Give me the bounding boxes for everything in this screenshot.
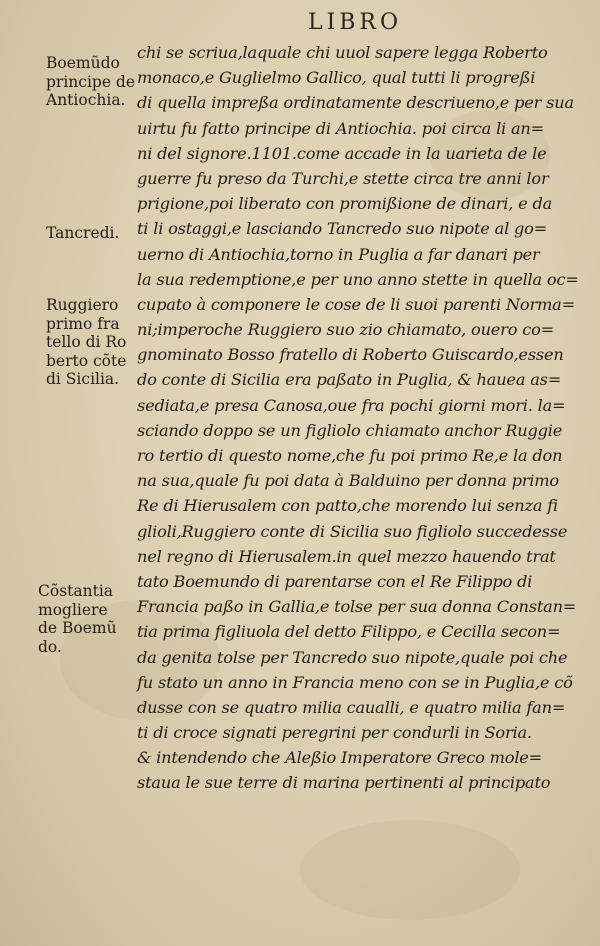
text-line: ti di croce signati peregrini per condurli in Soria. (137, 723, 532, 743)
margin-note-line: Ruggiero (46, 296, 119, 314)
text-line: na sua,quale fu poi data à Balduino per donna primo (137, 471, 559, 491)
margin-note-ruggiero (46, 296, 126, 389)
margin-note-line: Cõstantia (38, 582, 114, 600)
text-line: ti li ostaggi,e lasciando Tancredo suo nipote al go= (137, 219, 548, 239)
text-line: staua le sue terre di marina pertinenti al principato (137, 773, 551, 793)
text-line: cupato à componere le cose de li suoi parenti Norma= (137, 294, 575, 314)
margin-note-tancredi (46, 224, 119, 243)
margin-note-costantia (38, 582, 117, 656)
text-line: uirtu fu fatto principe di Antiochia. poi circa li an= (137, 118, 545, 138)
text-line: uerno di Antiochia,torno in Puglia a far danari per (137, 244, 540, 264)
margin-note-line: de Boemũ (38, 619, 117, 637)
margin-note-line: Tancredi. (46, 224, 120, 242)
text-line: ni;imperoche Ruggiero suo zio chiamato, ouero co= (137, 320, 554, 340)
margin-note-line: principe de (46, 72, 136, 91)
margin-note-line: tello di Ro (46, 333, 127, 351)
margin-note-line: mogliere (38, 600, 108, 619)
text-line: tato Boemundo di parentarse con el Re Filippo di (137, 571, 533, 591)
margin-note-line: berto cõte (46, 351, 127, 370)
text-line: prigione,poi liberato con promißione de dinari, e da (137, 194, 553, 214)
text-line: chi se scriua,laquale chi uuol sapere legga Roberto (137, 43, 548, 62)
text-line: ro tertio di questo nome,che fu poi primo Re,e la don (137, 446, 563, 465)
paper-stain (300, 820, 520, 920)
text-line: fu stato un anno in Francia meno con se in Puglia,e cõ (137, 672, 573, 692)
margin-note-line: Boemũdo (46, 54, 120, 72)
text-line: Francia paßo in Gallia,e tolse per sua donna Constan= (137, 597, 577, 617)
margin-note-line: primo fra (46, 314, 120, 333)
text-line: do conte di Sicilia era paßato in Puglia, & hauea as= (137, 370, 562, 390)
margin-note-line: di Sicilia. (46, 370, 120, 388)
text-line: Re di Hierusalem con patto,che morendo lui senza fi (137, 496, 558, 516)
text-line: guerre fu preso da Turchi,e stette circa tre anni lor (137, 168, 549, 188)
margin-note-line: Antiochia. (46, 91, 126, 109)
text-line: glioli,Ruggiero conte di Sicilia suo figliolo succedesse (137, 521, 568, 541)
body-text (137, 40, 577, 796)
text-line: ni del signore.1101.come accade in la uarieta de le (137, 143, 547, 163)
text-line: tia prima figliuola del detto Filippo, e Cecilla secon= (137, 622, 561, 642)
running-title: LIBRO (307, 10, 403, 35)
text-line: dusse con se quatro milia caualli, e quatro milia fan= (137, 697, 566, 717)
text-line: la sua redemptione,e per uno anno stette in quella oc= (137, 269, 579, 289)
text-line: sediata,e presa Canosa,oue fra pochi giorni mori. la= (137, 395, 566, 415)
text-line: da genita tolse per Tancredo suo nipote,quale poi che (137, 647, 568, 667)
margin-note-boemondo (46, 54, 135, 110)
text-line: gnominato Bosso fratello di Roberto Guiscardo,essen (137, 345, 564, 365)
text-line: monaco,e Guglielmo Gallico, qual tutti li progreßi (137, 68, 536, 88)
text-line: di quella impreßa ordinatamente descriueno,e per sua (137, 93, 574, 113)
text-line: sciando doppo se un figliolo chiamato anchor Ruggie (137, 420, 563, 440)
text-line: & intendendo che Aleßio Imperatore Greco mole= (137, 748, 543, 768)
margin-note-line: do. (38, 637, 62, 656)
text-line: nel regno di Hierusalem.in quel mezzo hauendo trat (137, 546, 556, 566)
